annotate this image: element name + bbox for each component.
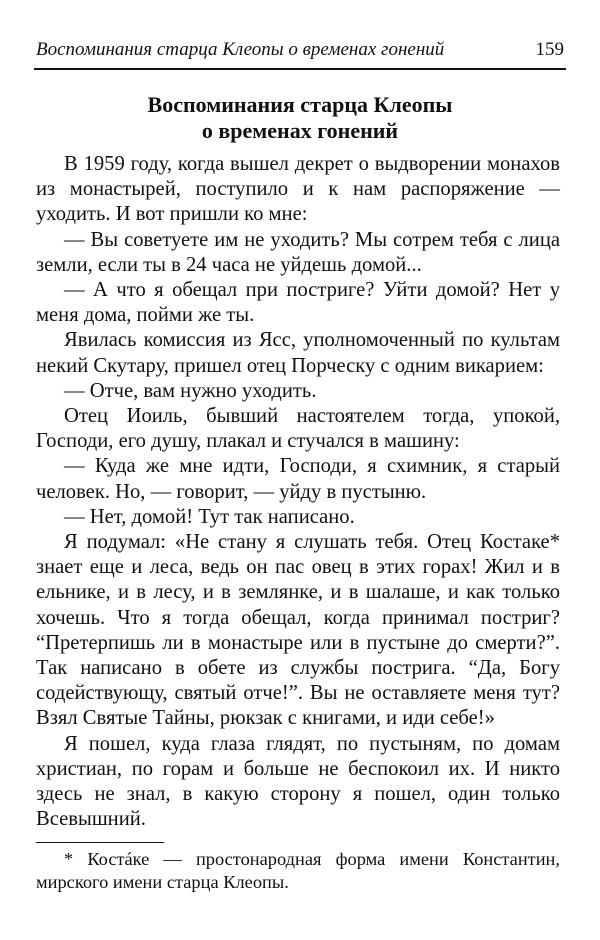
page-number: 159 bbox=[535, 39, 564, 60]
paragraph: Явилась комиссия из Ясс, уполномоченный по культам некий Скутару, пришел отец Порческу с одним викарием: bbox=[36, 329, 560, 377]
header-rule bbox=[34, 68, 566, 70]
paragraph: Я пошел, куда глаза глядят, по пустыням, по домам христиан, по горам и больше не беспокоил их. И никто здесь не знал, в какую сторону я пошел, один только Всевышний. bbox=[36, 732, 560, 831]
paragraph: — А что я обещал при постриге? Уйти домой? Нет у меня дома, пойми же ты. bbox=[36, 279, 560, 327]
running-header bbox=[36, 38, 564, 62]
footnote-rule bbox=[36, 842, 164, 843]
paragraph: — Вы советуете им не уходить? Мы сотрем тебя с лица земли, если ты в 24 часа не уйдешь домой... bbox=[36, 228, 560, 276]
paragraph: — Отче, вам нужно уходить. bbox=[64, 379, 317, 402]
chapter-title-line-1: Воспоминания старца Клеопы bbox=[147, 92, 453, 117]
paragraph: Отец Иоиль, бывший настоятелем тогда, упокой, Господи, его душу, плакал и стучался в машину: bbox=[36, 405, 560, 453]
paragraph: — Нет, домой! Тут так написано. bbox=[64, 505, 355, 528]
running-header-title: Воспоминания старца Клеопы о временах гонений bbox=[36, 39, 445, 60]
body-text bbox=[36, 152, 560, 832]
footnote: * Костáке — простонародная форма имени Константин, мирского имени старца Клеопы. bbox=[36, 849, 560, 892]
paragraph: — Куда же мне идти, Господи, я схимник, я старый человек. Но, — говорит, — уйду в пустыню. bbox=[36, 455, 560, 503]
chapter-title bbox=[36, 92, 564, 144]
paragraph: В 1959 году, когда вышел декрет о выдворении монахов из монастырей, поступило и к нам распоряжение — уходить. И вот пришли ко мне: bbox=[36, 153, 560, 226]
chapter-title-line-2: о временах гонений bbox=[201, 118, 399, 143]
paragraph: Я подумал: «Не стану я слушать тебя. Отец Костаке* знает еще и леса, ведь он пас овец в этих горах! Жил и в ельнике, и в лесу, и в землянке, и в шалаше, и как только хочешь. Что я тогда обещал, когда принимал постриг? “Претерпишь ли в монастыре или в пустыне до смерти?”. Так написано в обете из службы пострига. “Да, Богу содействующу, святый отче!”. Вы не оставляете меня тут? Взял Святые Тайны, рюкзак с книгами, и иди себе!» bbox=[36, 531, 560, 730]
